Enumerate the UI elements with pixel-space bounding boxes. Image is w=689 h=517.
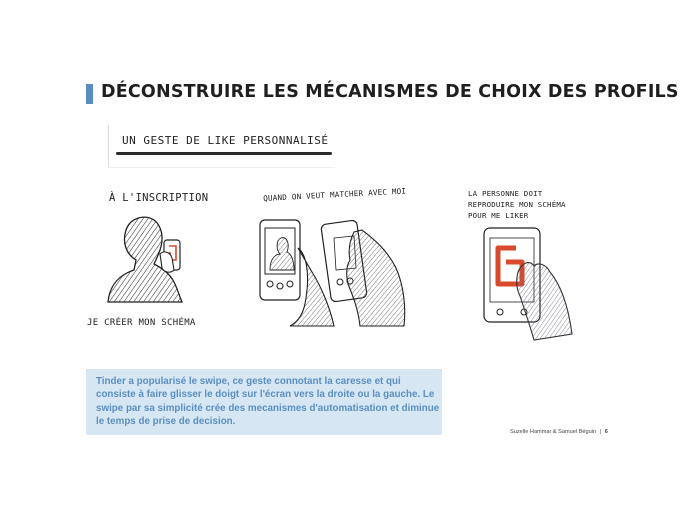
panel-2-caption: QUAND ON VEUT MATCHER AVEC MOI xyxy=(263,186,407,203)
sketch-swipe-illustration xyxy=(250,208,420,328)
sketch-title: UN GESTE DE LIKE PERSONNALISÉ xyxy=(122,134,329,147)
sketch-person-illustration xyxy=(100,210,210,310)
body-text: Tinder a popularisé le swipe, ce geste connotant la caresse et qui consiste à faire glisser le doigt sur l'écran vers la droite ou la gauche. Le swipe par sa simplicité crée des mecanismes d'automatisation et diminue le temps de prise de decision. xyxy=(96,376,440,428)
page-footer xyxy=(510,429,608,435)
sketch-reproduce-pattern-illustration xyxy=(472,222,582,342)
panel-1-caption-bottom: JE CRÉER MON SCHÉMA xyxy=(87,318,196,328)
footer-separator: | xyxy=(599,429,602,435)
title-accent-bar xyxy=(86,84,93,104)
page-number: 6 xyxy=(604,429,608,435)
panel-3-caption: LA PERSONNE DOIT REPRODUIRE MON SCHÉMA POUR ME LIKER xyxy=(468,189,566,220)
footer-authors: Suzelle Hammar & Samuel Béguin xyxy=(510,429,597,435)
sketch-title-underline xyxy=(116,152,332,155)
page-title: DÉCONSTRUIRE LES MÉCANISMES DE CHOIX DES PROFILS xyxy=(101,82,679,102)
panel-1-caption-top: À L'INSCRIPTION xyxy=(109,192,209,204)
body-text-box xyxy=(86,369,442,435)
